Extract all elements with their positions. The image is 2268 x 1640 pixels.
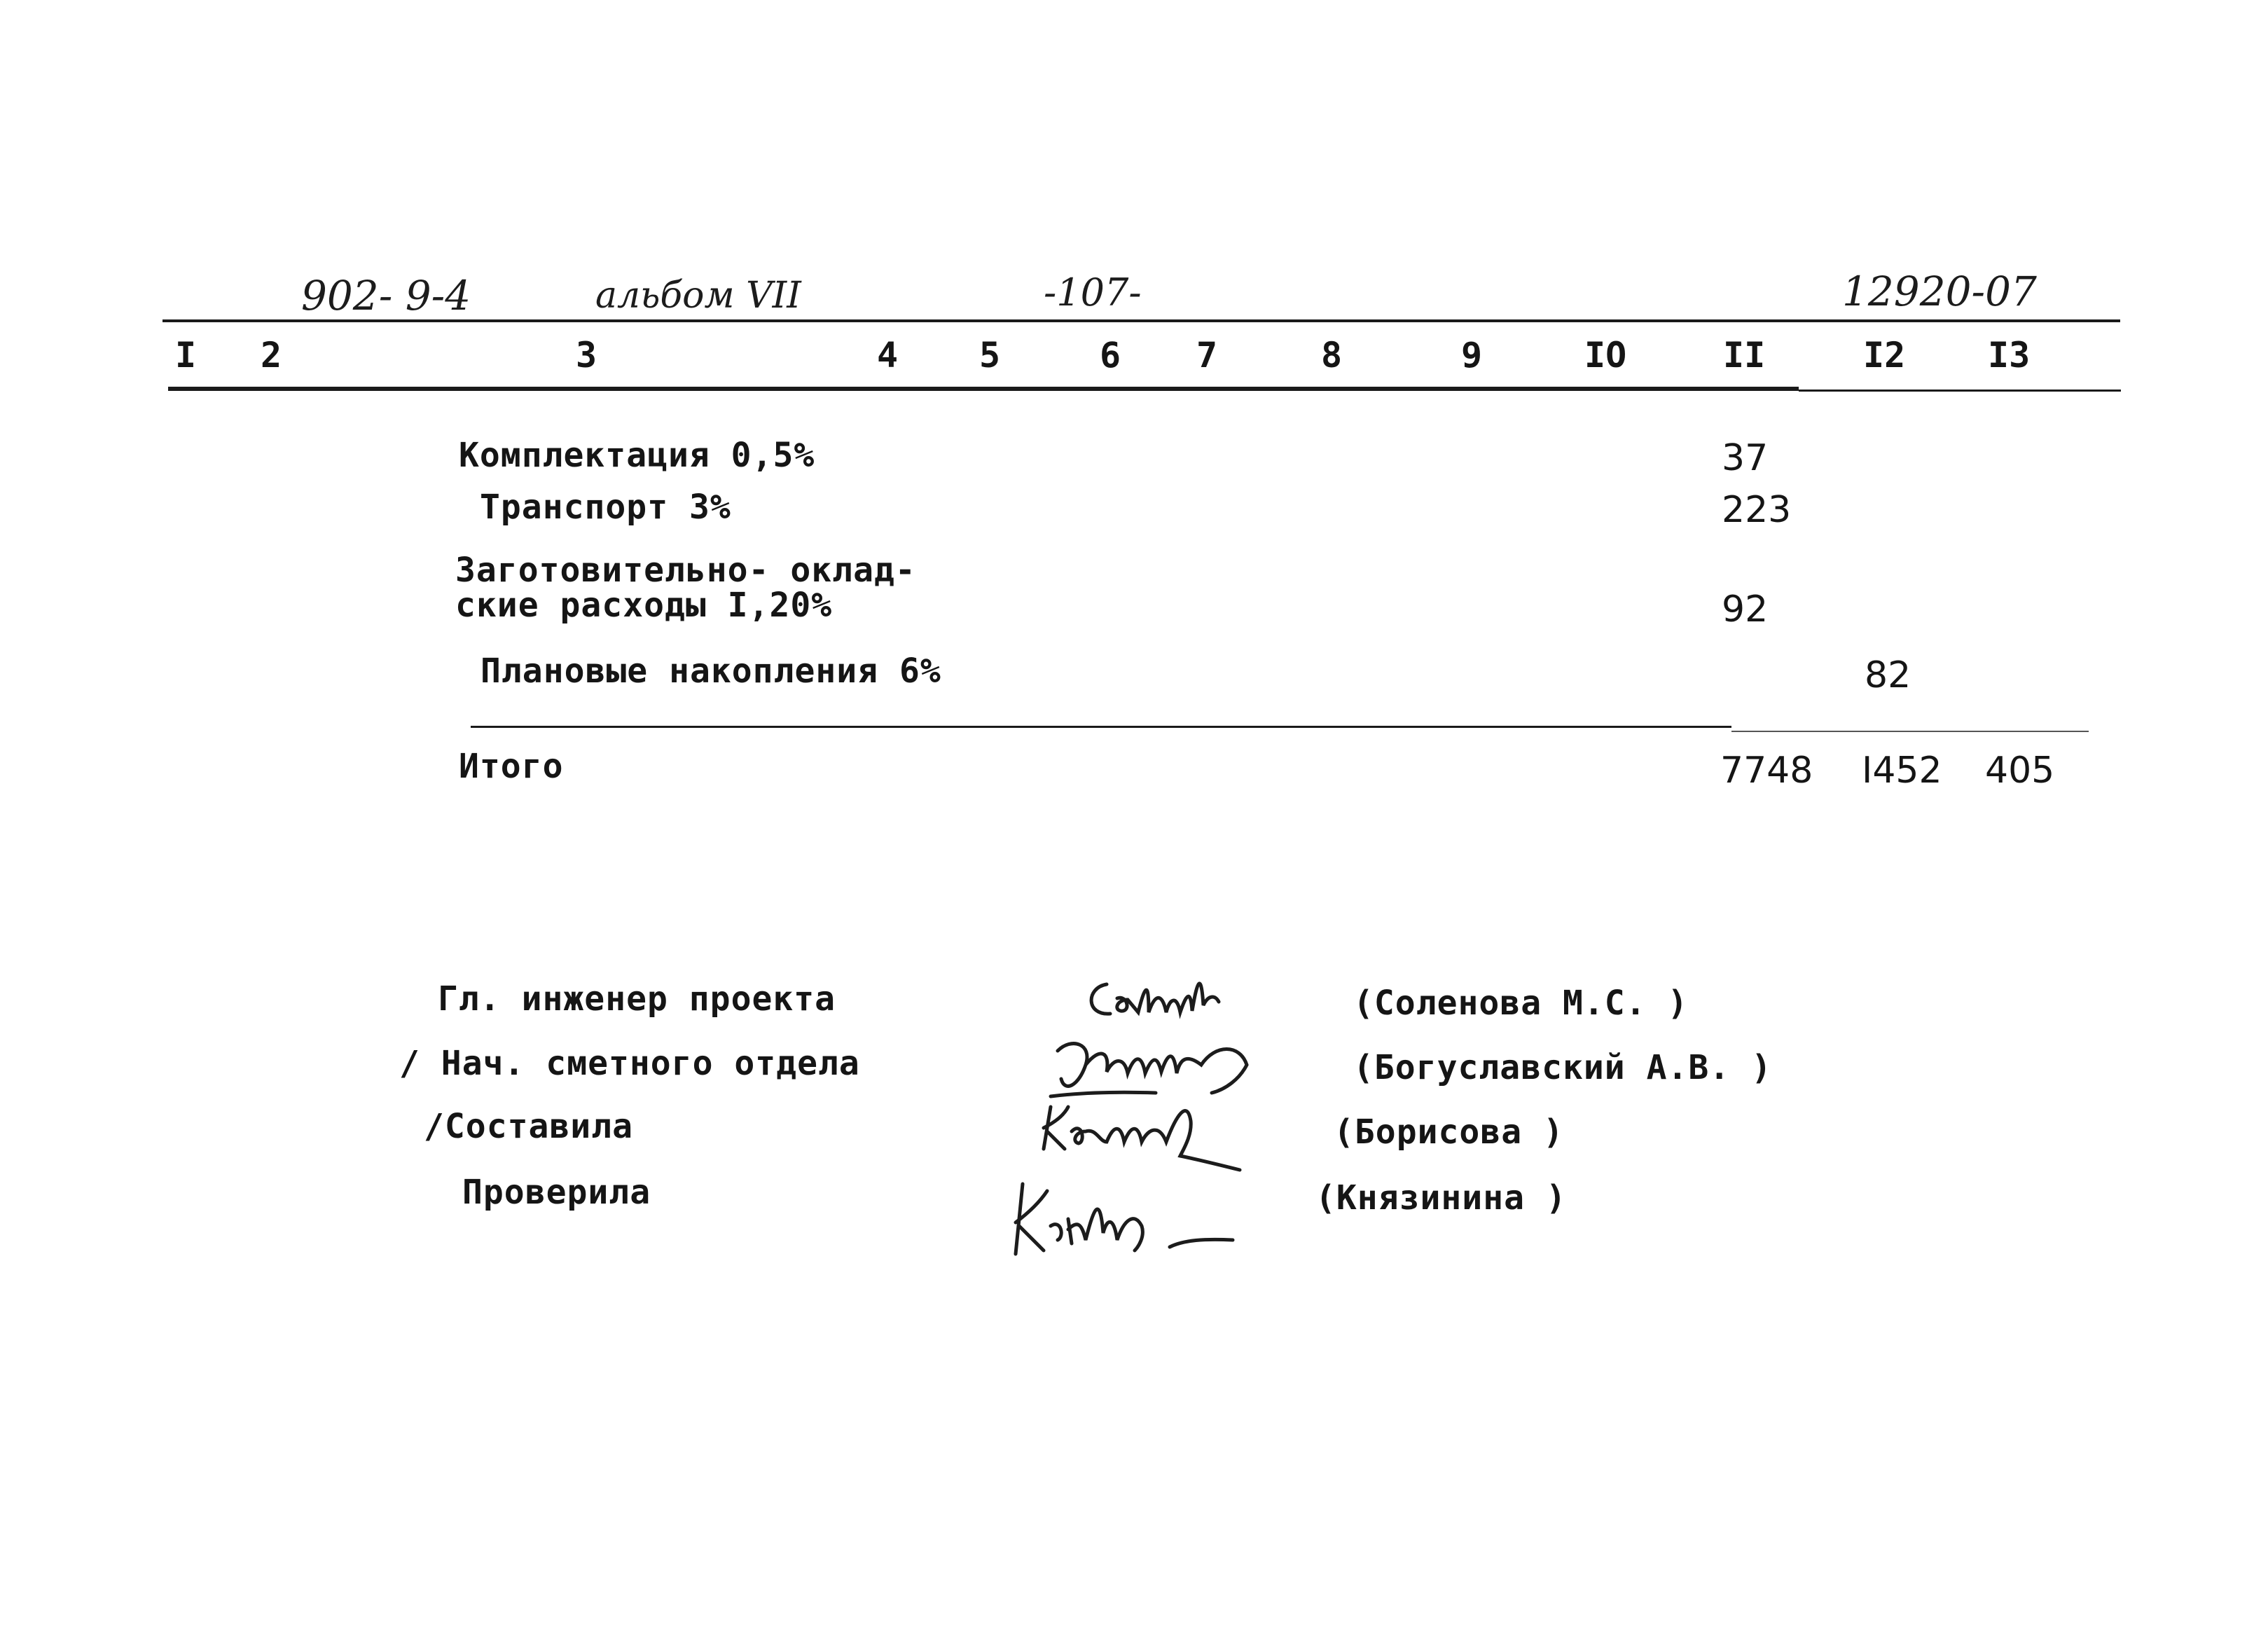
column-number-2: 2	[261, 335, 282, 375]
table-top-rule	[163, 319, 2120, 322]
signature-role-chief-engineer: Гл. инженер проекта	[438, 979, 836, 1019]
signature-name-boguslavsky: (Богуславский А.В. )	[1353, 1048, 1772, 1087]
column-number-8: 8	[1321, 335, 1343, 375]
doc-code: 902- 9-4	[301, 272, 471, 319]
signature-role-head-estimate-dept: / Нач. сметного отдела	[399, 1044, 860, 1083]
total-value-col11: 7748	[1720, 750, 1813, 792]
signature-role-checked-by: Проверила	[462, 1173, 651, 1212]
row-label-planovye: Плановые накопления 6%	[480, 652, 941, 691]
row-label-zagotovitelno-line2: ские расходы I,20%	[455, 586, 833, 625]
row-value-transport: 223	[1722, 489, 1792, 531]
album-label: альбом VII	[595, 275, 801, 317]
total-separator-rule	[471, 726, 1731, 728]
header-bottom-rule	[168, 387, 1799, 391]
signature-name-knyazinina: (Князинина )	[1315, 1178, 1567, 1218]
column-number-10: IO	[1584, 335, 1627, 375]
column-number-3: 3	[576, 335, 597, 375]
row-value-komplektaciya: 37	[1722, 437, 1769, 479]
page-number: -107-	[1044, 270, 1142, 315]
column-number-1: I	[175, 335, 197, 375]
signature-role-compiled-by: /Составила	[424, 1107, 633, 1146]
column-number-4: 4	[877, 335, 899, 375]
total-label: Итого	[459, 747, 564, 786]
row-label-komplektaciya: Комплектация 0,5%	[459, 436, 815, 475]
column-number-11: II	[1723, 335, 1766, 375]
row-label-transport: Транспорт 3%	[480, 488, 731, 527]
row-value-zagotovitelno: 92	[1722, 588, 1769, 630]
signature-image-borisova	[1030, 1093, 1254, 1177]
total-value-col13: 405	[1985, 750, 2055, 792]
column-number-9: 9	[1461, 335, 1483, 375]
total-value-col12: I452	[1862, 750, 1942, 792]
column-number-7: 7	[1196, 335, 1218, 375]
row-value-planovye: 82	[1865, 654, 1911, 696]
column-number-13: I3	[1988, 335, 2031, 375]
signature-image-knyazinina	[1002, 1170, 1254, 1268]
column-number-5: 5	[979, 335, 1001, 375]
signature-name-borisova: (Борисова )	[1334, 1112, 1564, 1152]
project-number: 12920-07	[1842, 268, 2037, 315]
signature-name-solenova: (Соленова М.С. )	[1353, 984, 1689, 1023]
row-label-zagotovitelno-line1: Заготовительно- оклад-	[455, 551, 916, 590]
column-number-6: 6	[1100, 335, 1121, 375]
header-bottom-rule-right	[1799, 390, 2121, 392]
column-number-12: I2	[1863, 335, 1906, 375]
total-separator-rule-dashed	[1731, 731, 2089, 732]
